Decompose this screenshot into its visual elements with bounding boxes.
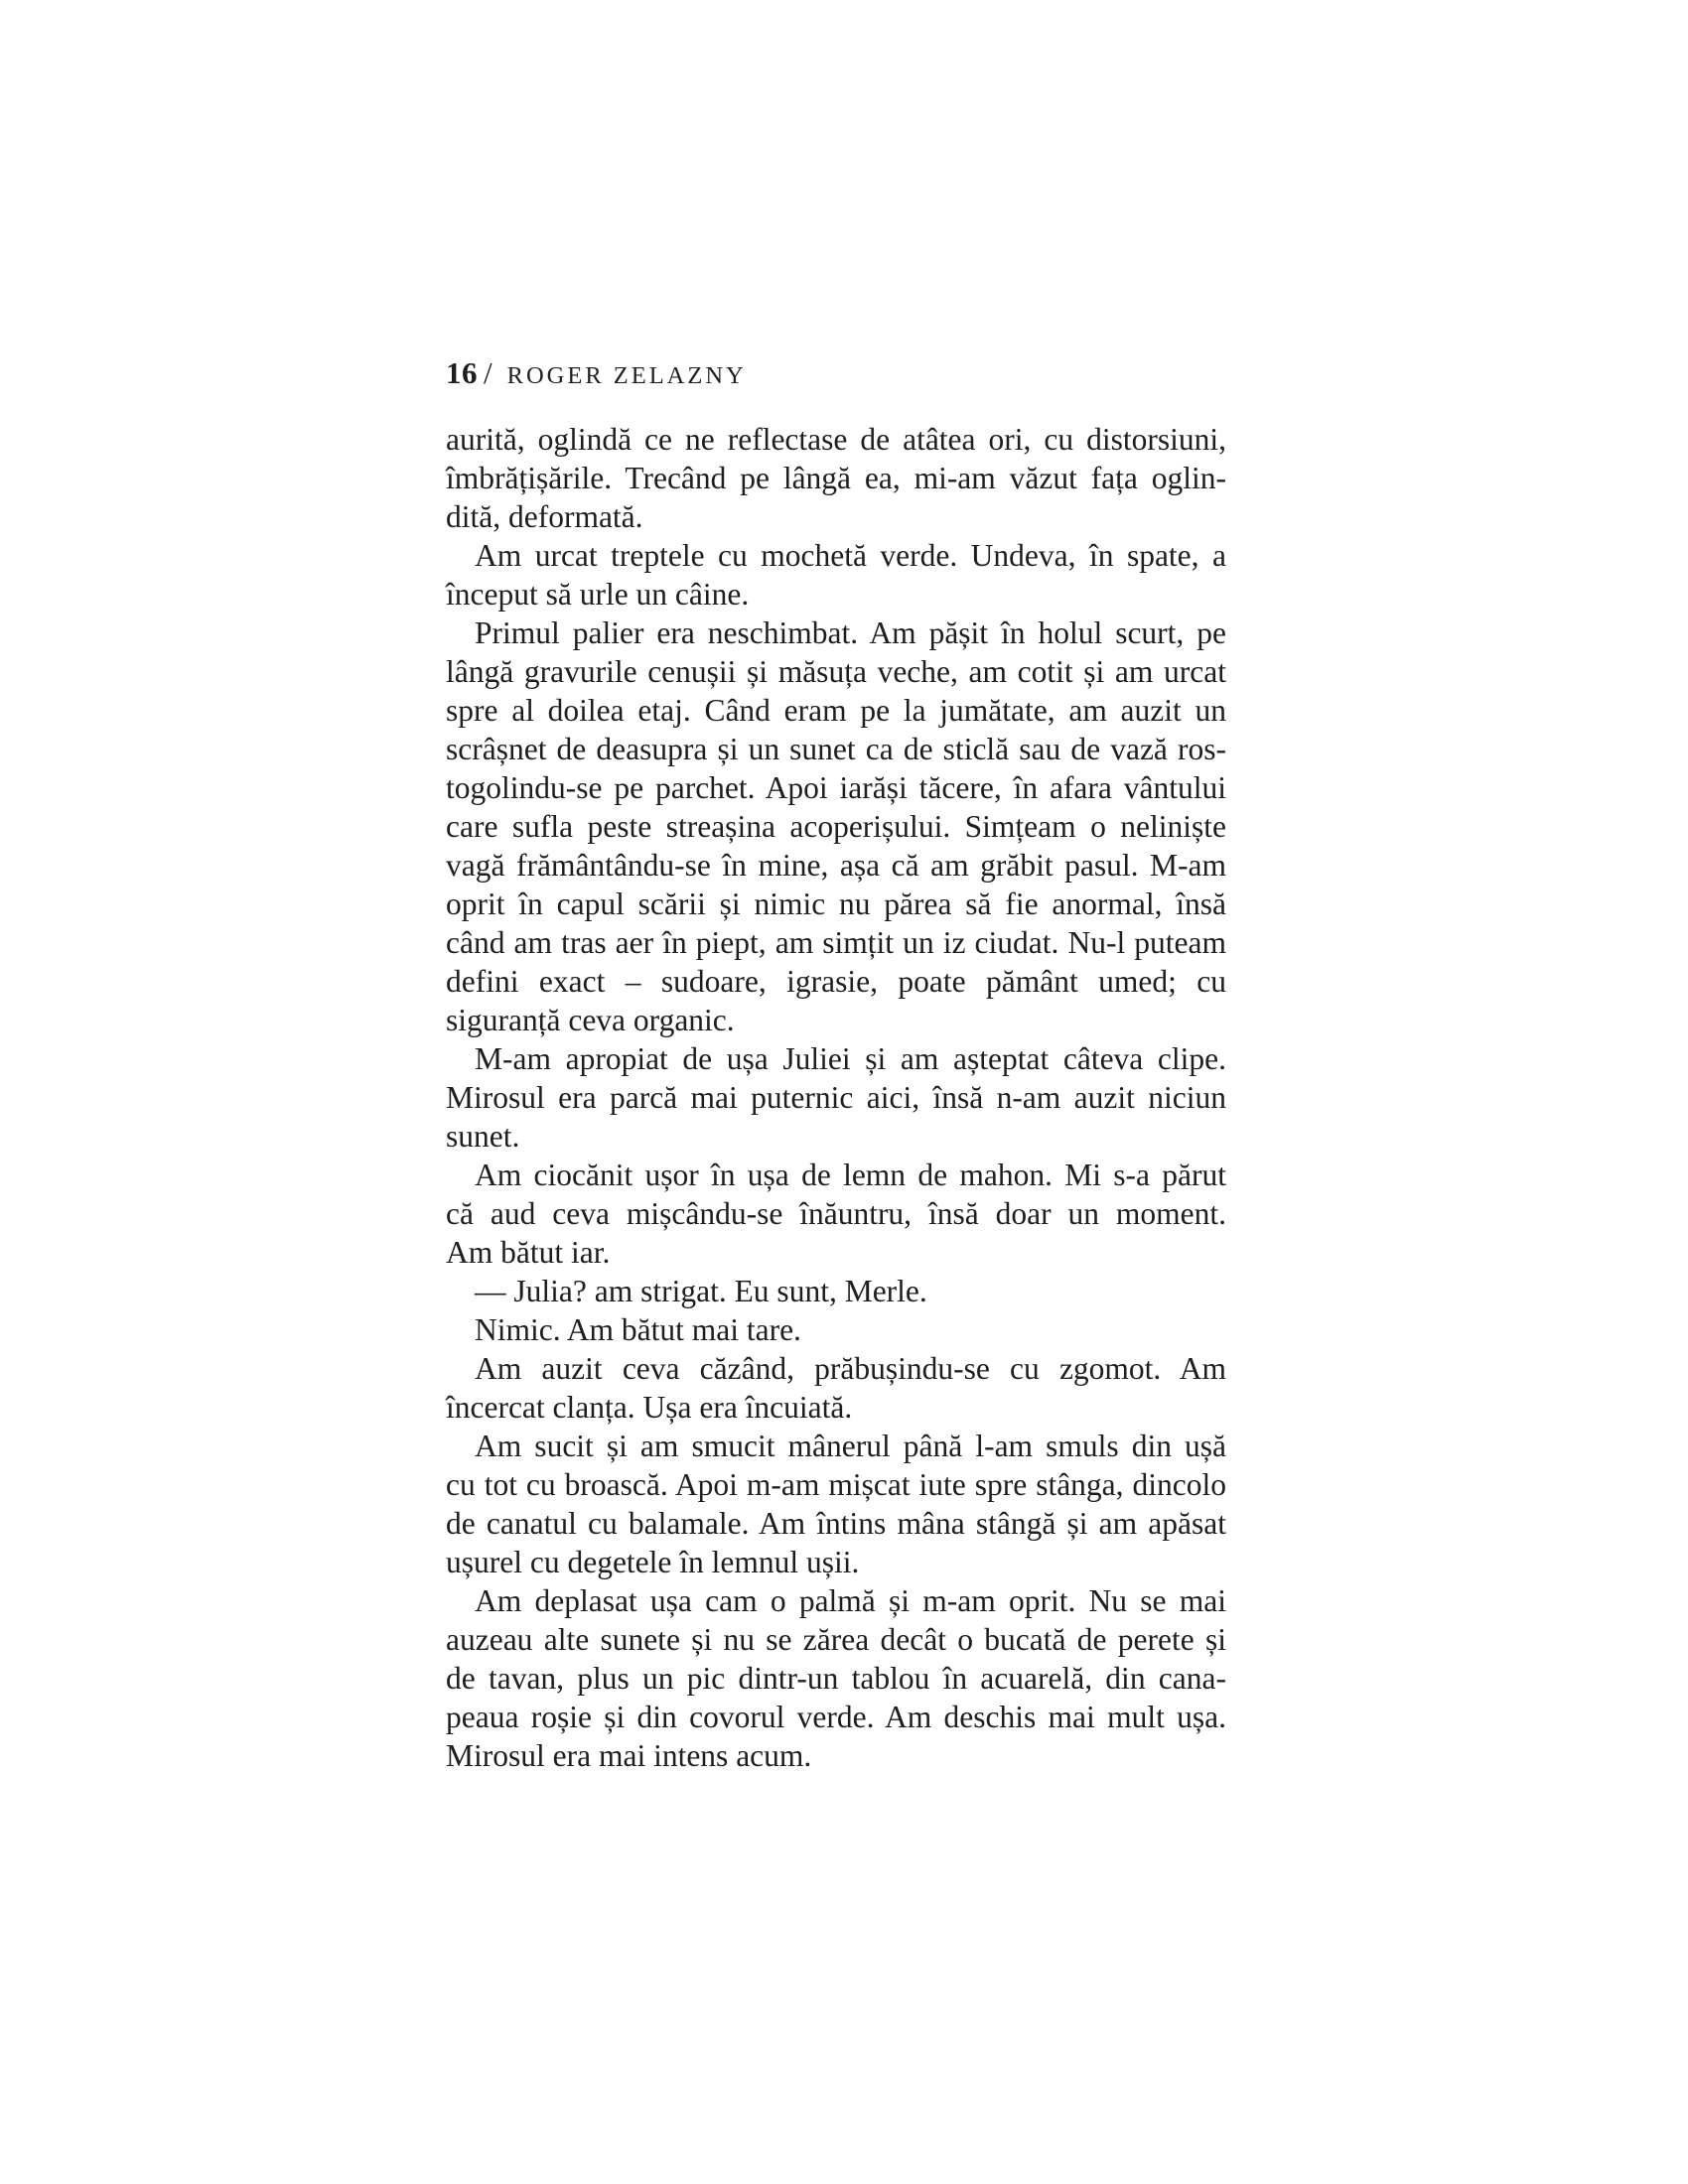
paragraph bbox=[446, 1156, 1226, 1272]
paragraph bbox=[446, 536, 1226, 614]
text-line: Mirosul era mai intens acum. bbox=[446, 1738, 812, 1773]
text-line: lângă gravurile cenușii și măsuța veche, am cotit și am urcat bbox=[446, 654, 1226, 689]
text-line: Am ciocănit ușor în ușa de lemn de mahon. Mi s-a părut bbox=[475, 1158, 1226, 1192]
text-line: Am sucit și am smucit mânerul până l-am smuls din ușă bbox=[475, 1429, 1226, 1463]
text-line: defini exact – sudoare, igrasie, poate pământ umed; cu bbox=[446, 964, 1226, 999]
text-line: început să urle un câine. bbox=[446, 577, 750, 612]
text-line: M-am apropiat de ușa Juliei și am așteptat câteva clipe. bbox=[475, 1041, 1226, 1076]
running-header-author: ROGER ZELAZNY bbox=[506, 362, 747, 389]
body-text bbox=[446, 420, 1226, 1775]
paragraph bbox=[446, 1272, 1226, 1310]
running-header bbox=[446, 355, 747, 394]
paragraph bbox=[446, 614, 1226, 1039]
text-line: togolindu-se pe parchet. Apoi iarăși tăcere, în afara vântului bbox=[446, 770, 1226, 805]
text-line: Primul palier era neschimbat. Am pășit în holul scurt, pe bbox=[475, 615, 1226, 650]
text-line: Am auzit ceva căzând, prăbușindu-se cu zgomot. Am bbox=[475, 1351, 1226, 1386]
text-line: de tavan, plus un pic dintr-un tablou în acuarelă, din cana- bbox=[446, 1661, 1226, 1696]
text-line: când am tras aer în piept, am simțit un iz ciudat. Nu-l puteam bbox=[446, 925, 1226, 960]
text-line: siguranță ceva organic. bbox=[446, 1003, 735, 1037]
text-line: că aud ceva mișcându-se înăuntru, însă doar un moment. bbox=[446, 1196, 1226, 1231]
text-line: spre al doilea etaj. Când eram pe la jumătate, am auzit un bbox=[446, 693, 1226, 728]
text-line: Nimic. Am bătut mai tare. bbox=[475, 1312, 801, 1347]
text-line: care sufla peste streașina acoperișului. Simțeam o neliniște bbox=[446, 809, 1226, 844]
paragraph bbox=[446, 420, 1226, 536]
text-line: de canatul cu balamale. Am întins mâna stângă și am apăsat bbox=[446, 1506, 1226, 1541]
text-line: îmbrățișările. Trecând pe lângă ea, mi-am văzut fața oglin- bbox=[446, 461, 1226, 495]
text-line: vagă frământându-se în mine, așa că am grăbit pasul. M-am bbox=[446, 848, 1226, 883]
text-line: Am deplasat ușa cam o palmă și m-am oprit. Nu se mai bbox=[475, 1583, 1226, 1618]
text-line: — Julia? am strigat. Eu sunt, Merle. bbox=[475, 1274, 927, 1308]
paragraph bbox=[446, 1427, 1226, 1581]
text-line: dită, deformată. bbox=[446, 499, 643, 534]
paragraph bbox=[446, 1039, 1226, 1156]
text-line: sunet. bbox=[446, 1119, 520, 1154]
text-line: aurită, oglindă ce ne reflectase de atâtea ori, cu distorsiuni, bbox=[446, 422, 1226, 457]
text-line: peaua roșie și din covorul verde. Am deschis mai mult ușa. bbox=[446, 1700, 1226, 1734]
text-line: auzeau alte sunete și nu se zărea decât o bucată de perete și bbox=[446, 1622, 1226, 1657]
paragraph bbox=[446, 1581, 1226, 1775]
paragraph bbox=[446, 1349, 1226, 1427]
text-line: scrâșnet de deasupra și un sunet ca de sticlă sau de vază ros- bbox=[446, 732, 1226, 766]
text-line: încercat clanța. Ușa era încuiată. bbox=[446, 1390, 853, 1425]
text-line: oprit în capul scării și nimic nu părea să fie anormal, însă bbox=[446, 887, 1226, 921]
page-number: 16 bbox=[446, 355, 478, 390]
text-line: cu tot cu broască. Apoi m-am mișcat iute spre stânga, dincolo bbox=[446, 1467, 1226, 1502]
header-separator: / bbox=[484, 355, 492, 390]
text-line: Am urcat treptele cu mochetă verde. Undeva, în spate, a bbox=[475, 538, 1226, 573]
paragraph bbox=[446, 1310, 1226, 1349]
text-line: Mirosul era parcă mai puternic aici, însă n-am auzit niciun bbox=[446, 1080, 1226, 1115]
text-line: Am bătut iar. bbox=[446, 1235, 611, 1270]
text-line: ușurel cu degetele în lemnul ușii. bbox=[446, 1545, 860, 1579]
